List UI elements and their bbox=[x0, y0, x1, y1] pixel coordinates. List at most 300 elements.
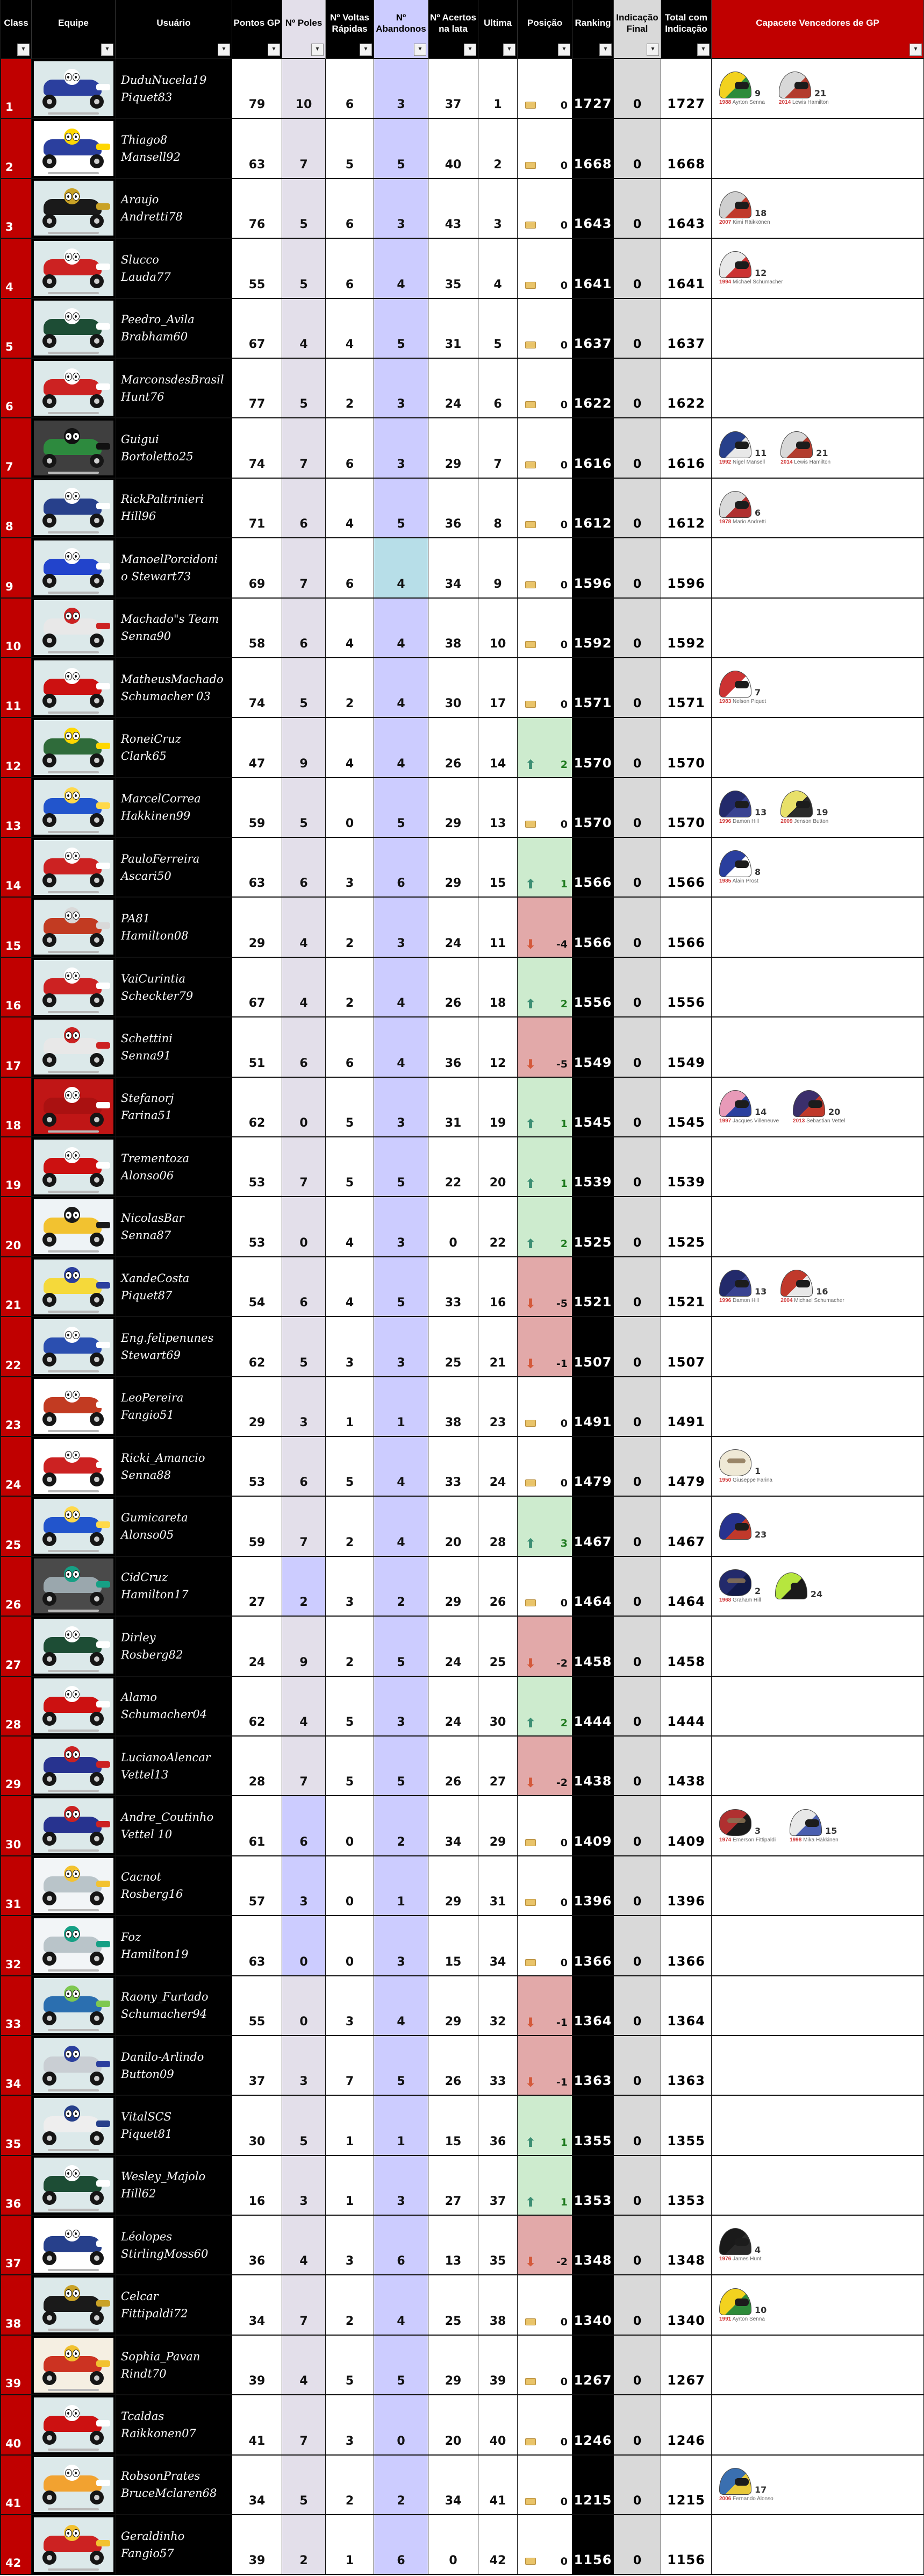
indicacao-final-cell[interactable]: 0 bbox=[614, 2336, 661, 2395]
pontos-gp-cell[interactable]: 47 bbox=[232, 718, 282, 778]
username-cell[interactable] bbox=[116, 2456, 232, 2515]
ranking-cell[interactable]: 1566 bbox=[572, 838, 614, 898]
filter-button-posicao[interactable]: ▼ bbox=[558, 44, 570, 56]
ultima-cell[interactable]: 20 bbox=[478, 1137, 518, 1197]
total-com-indicacao-cell[interactable]: 1353 bbox=[661, 2156, 712, 2216]
voltas-rapidas-cell[interactable]: 5 bbox=[326, 1737, 374, 1796]
posicao-cell[interactable] bbox=[518, 958, 572, 1017]
acertos-cell[interactable]: 35 bbox=[428, 239, 478, 298]
abandonos-cell[interactable]: 0 bbox=[374, 2395, 428, 2455]
pontos-gp-cell[interactable]: 67 bbox=[232, 958, 282, 1017]
ranking-cell[interactable]: 1643 bbox=[572, 179, 614, 239]
username-cell[interactable] bbox=[116, 2156, 232, 2216]
ultima-cell[interactable]: 31 bbox=[478, 1856, 518, 1916]
rank-cell[interactable] bbox=[1, 1856, 32, 1916]
username-cell[interactable] bbox=[116, 1856, 232, 1916]
rank-cell[interactable] bbox=[1, 2395, 32, 2455]
acertos-cell[interactable]: 29 bbox=[428, 1976, 478, 2036]
total-com-indicacao-cell[interactable]: 1571 bbox=[661, 658, 712, 718]
filter-button-pontos[interactable]: ▼ bbox=[268, 44, 280, 56]
indicacao-final-cell[interactable]: 0 bbox=[614, 2036, 661, 2096]
username-cell[interactable] bbox=[116, 1137, 232, 1197]
total-com-indicacao-cell[interactable]: 1246 bbox=[661, 2395, 712, 2455]
indicacao-final-cell[interactable]: 0 bbox=[614, 179, 661, 239]
total-com-indicacao-cell[interactable]: 1340 bbox=[661, 2275, 712, 2335]
helmet-winners-cell[interactable] bbox=[712, 359, 924, 418]
helmet-winners-cell[interactable] bbox=[712, 1557, 924, 1617]
poles-cell[interactable]: 0 bbox=[282, 1976, 326, 2036]
ultima-cell[interactable]: 6 bbox=[478, 359, 518, 418]
abandonos-cell[interactable]: 4 bbox=[374, 718, 428, 778]
team-cell[interactable] bbox=[32, 119, 116, 179]
total-com-indicacao-cell[interactable]: 1364 bbox=[661, 1976, 712, 2036]
rank-cell[interactable] bbox=[1, 778, 32, 838]
acertos-cell[interactable]: 29 bbox=[428, 1557, 478, 1617]
posicao-cell[interactable] bbox=[518, 1677, 572, 1737]
posicao-cell[interactable] bbox=[518, 898, 572, 957]
helmet-winners-cell[interactable] bbox=[712, 239, 924, 298]
helmet-winners-cell[interactable] bbox=[712, 2515, 924, 2575]
posicao-cell[interactable] bbox=[518, 718, 572, 778]
indicacao-final-cell[interactable]: 0 bbox=[614, 599, 661, 658]
voltas-rapidas-cell[interactable]: 5 bbox=[326, 1677, 374, 1737]
team-cell[interactable] bbox=[32, 1737, 116, 1796]
ranking-cell[interactable]: 1570 bbox=[572, 718, 614, 778]
ranking-cell[interactable]: 1353 bbox=[572, 2156, 614, 2216]
acertos-cell[interactable]: 20 bbox=[428, 1497, 478, 1556]
ranking-cell[interactable]: 1444 bbox=[572, 1677, 614, 1737]
total-com-indicacao-cell[interactable]: 1458 bbox=[661, 1617, 712, 1676]
ranking-cell[interactable]: 1366 bbox=[572, 1916, 614, 1976]
pontos-gp-cell[interactable]: 29 bbox=[232, 1377, 282, 1437]
username-cell[interactable] bbox=[116, 1916, 232, 1976]
abandonos-cell[interactable]: 3 bbox=[374, 898, 428, 957]
poles-cell[interactable]: 6 bbox=[282, 1257, 326, 1317]
rank-cell[interactable] bbox=[1, 1976, 32, 2036]
posicao-cell[interactable] bbox=[518, 1497, 572, 1556]
team-cell[interactable] bbox=[32, 2156, 116, 2216]
total-com-indicacao-cell[interactable]: 1549 bbox=[661, 1017, 712, 1077]
team-cell[interactable] bbox=[32, 1856, 116, 1916]
pontos-gp-cell[interactable]: 53 bbox=[232, 1137, 282, 1197]
ranking-cell[interactable]: 1464 bbox=[572, 1557, 614, 1617]
rank-cell[interactable] bbox=[1, 2156, 32, 2216]
helmet-winners-cell[interactable] bbox=[712, 1796, 924, 1856]
rank-cell[interactable] bbox=[1, 418, 32, 478]
abandonos-cell[interactable]: 5 bbox=[374, 1737, 428, 1796]
indicacao-final-cell[interactable]: 0 bbox=[614, 2096, 661, 2155]
rank-cell[interactable] bbox=[1, 1677, 32, 1737]
username-cell[interactable] bbox=[116, 1737, 232, 1796]
rank-cell[interactable] bbox=[1, 2096, 32, 2155]
poles-cell[interactable]: 7 bbox=[282, 2275, 326, 2335]
poles-cell[interactable]: 4 bbox=[282, 2216, 326, 2275]
username-cell[interactable] bbox=[116, 1617, 232, 1676]
team-cell[interactable] bbox=[32, 1197, 116, 1257]
total-com-indicacao-cell[interactable]: 1570 bbox=[661, 718, 712, 778]
total-com-indicacao-cell[interactable]: 1566 bbox=[661, 838, 712, 898]
team-cell[interactable] bbox=[32, 1437, 116, 1497]
total-com-indicacao-cell[interactable]: 1570 bbox=[661, 778, 712, 838]
indicacao-final-cell[interactable]: 0 bbox=[614, 2156, 661, 2216]
team-cell[interactable] bbox=[32, 418, 116, 478]
voltas-rapidas-cell[interactable]: 2 bbox=[326, 958, 374, 1017]
pontos-gp-cell[interactable]: 63 bbox=[232, 1916, 282, 1976]
username-cell[interactable] bbox=[116, 1796, 232, 1856]
filter-button-indicacao[interactable]: ▼ bbox=[647, 44, 659, 56]
total-com-indicacao-cell[interactable]: 1612 bbox=[661, 479, 712, 538]
voltas-rapidas-cell[interactable]: 1 bbox=[326, 2096, 374, 2155]
username-cell[interactable] bbox=[116, 2096, 232, 2155]
rank-cell[interactable] bbox=[1, 1916, 32, 1976]
ultima-cell[interactable]: 1 bbox=[478, 59, 518, 119]
acertos-cell[interactable]: 30 bbox=[428, 658, 478, 718]
posicao-cell[interactable] bbox=[518, 2216, 572, 2275]
rank-cell[interactable] bbox=[1, 2456, 32, 2515]
rank-cell[interactable] bbox=[1, 1737, 32, 1796]
posicao-cell[interactable] bbox=[518, 1557, 572, 1617]
voltas-rapidas-cell[interactable]: 7 bbox=[326, 2036, 374, 2096]
pontos-gp-cell[interactable]: 34 bbox=[232, 2456, 282, 2515]
acertos-cell[interactable]: 25 bbox=[428, 2275, 478, 2335]
posicao-cell[interactable] bbox=[518, 1856, 572, 1916]
acertos-cell[interactable]: 20 bbox=[428, 2395, 478, 2455]
team-cell[interactable] bbox=[32, 658, 116, 718]
ranking-cell[interactable]: 1549 bbox=[572, 1017, 614, 1077]
abandonos-cell[interactable]: 5 bbox=[374, 119, 428, 179]
helmet-winners-cell[interactable] bbox=[712, 2156, 924, 2216]
acertos-cell[interactable]: 26 bbox=[428, 958, 478, 1017]
rank-cell[interactable] bbox=[1, 898, 32, 957]
total-com-indicacao-cell[interactable]: 1637 bbox=[661, 299, 712, 359]
abandonos-cell[interactable]: 3 bbox=[374, 1197, 428, 1257]
rank-cell[interactable] bbox=[1, 1497, 32, 1556]
rank-cell[interactable] bbox=[1, 239, 32, 298]
poles-cell[interactable]: 6 bbox=[282, 838, 326, 898]
pontos-gp-cell[interactable]: 61 bbox=[232, 1796, 282, 1856]
username-cell[interactable] bbox=[116, 2216, 232, 2275]
rank-cell[interactable] bbox=[1, 1617, 32, 1676]
poles-cell[interactable]: 5 bbox=[282, 778, 326, 838]
posicao-cell[interactable] bbox=[518, 1976, 572, 2036]
ranking-cell[interactable]: 1156 bbox=[572, 2515, 614, 2575]
rank-cell[interactable] bbox=[1, 1137, 32, 1197]
helmet-winners-cell[interactable] bbox=[712, 59, 924, 119]
ranking-cell[interactable]: 1539 bbox=[572, 1137, 614, 1197]
indicacao-final-cell[interactable]: 0 bbox=[614, 1677, 661, 1737]
username-cell[interactable] bbox=[116, 1078, 232, 1137]
total-com-indicacao-cell[interactable]: 1491 bbox=[661, 1377, 712, 1437]
indicacao-final-cell[interactable]: 0 bbox=[614, 119, 661, 179]
indicacao-final-cell[interactable]: 0 bbox=[614, 239, 661, 298]
filter-button-capacete[interactable]: ▼ bbox=[909, 44, 922, 56]
posicao-cell[interactable] bbox=[518, 2156, 572, 2216]
indicacao-final-cell[interactable]: 0 bbox=[614, 838, 661, 898]
ultima-cell[interactable]: 4 bbox=[478, 239, 518, 298]
total-com-indicacao-cell[interactable]: 1156 bbox=[661, 2515, 712, 2575]
total-com-indicacao-cell[interactable]: 1438 bbox=[661, 1737, 712, 1796]
ranking-cell[interactable]: 1363 bbox=[572, 2036, 614, 2096]
voltas-rapidas-cell[interactable]: 0 bbox=[326, 1916, 374, 1976]
ultima-cell[interactable]: 21 bbox=[478, 1317, 518, 1377]
username-cell[interactable] bbox=[116, 599, 232, 658]
acertos-cell[interactable]: 26 bbox=[428, 2036, 478, 2096]
ultima-cell[interactable]: 13 bbox=[478, 778, 518, 838]
total-com-indicacao-cell[interactable]: 1556 bbox=[661, 958, 712, 1017]
ultima-cell[interactable]: 3 bbox=[478, 179, 518, 239]
poles-cell[interactable]: 6 bbox=[282, 599, 326, 658]
ultima-cell[interactable]: 5 bbox=[478, 299, 518, 359]
team-cell[interactable] bbox=[32, 2395, 116, 2455]
username-cell[interactable] bbox=[116, 898, 232, 957]
pontos-gp-cell[interactable]: 55 bbox=[232, 239, 282, 298]
voltas-rapidas-cell[interactable]: 6 bbox=[326, 179, 374, 239]
abandonos-cell[interactable]: 4 bbox=[374, 1017, 428, 1077]
poles-cell[interactable]: 5 bbox=[282, 2456, 326, 2515]
voltas-rapidas-cell[interactable]: 4 bbox=[326, 479, 374, 538]
pontos-gp-cell[interactable]: 27 bbox=[232, 1557, 282, 1617]
username-cell[interactable] bbox=[116, 778, 232, 838]
team-cell[interactable] bbox=[32, 1078, 116, 1137]
helmet-winners-cell[interactable] bbox=[712, 2456, 924, 2515]
voltas-rapidas-cell[interactable]: 1 bbox=[326, 2515, 374, 2575]
voltas-rapidas-cell[interactable]: 2 bbox=[326, 2456, 374, 2515]
voltas-rapidas-cell[interactable]: 2 bbox=[326, 2275, 374, 2335]
acertos-cell[interactable]: 29 bbox=[428, 418, 478, 478]
pontos-gp-cell[interactable]: 58 bbox=[232, 599, 282, 658]
ultima-cell[interactable]: 29 bbox=[478, 1796, 518, 1856]
ranking-cell[interactable]: 1566 bbox=[572, 898, 614, 957]
rank-cell[interactable] bbox=[1, 2515, 32, 2575]
voltas-rapidas-cell[interactable]: 5 bbox=[326, 1437, 374, 1497]
team-cell[interactable] bbox=[32, 1796, 116, 1856]
pontos-gp-cell[interactable]: 24 bbox=[232, 1617, 282, 1676]
ranking-cell[interactable]: 1348 bbox=[572, 2216, 614, 2275]
helmet-winners-cell[interactable] bbox=[712, 1677, 924, 1737]
voltas-rapidas-cell[interactable]: 5 bbox=[326, 1078, 374, 1137]
indicacao-final-cell[interactable]: 0 bbox=[614, 479, 661, 538]
acertos-cell[interactable]: 38 bbox=[428, 599, 478, 658]
team-cell[interactable] bbox=[32, 1677, 116, 1737]
voltas-rapidas-cell[interactable]: 3 bbox=[326, 1557, 374, 1617]
helmet-winners-cell[interactable] bbox=[712, 2395, 924, 2455]
abandonos-cell[interactable]: 1 bbox=[374, 2096, 428, 2155]
abandonos-cell[interactable]: 3 bbox=[374, 2156, 428, 2216]
ultima-cell[interactable]: 16 bbox=[478, 1257, 518, 1317]
posicao-cell[interactable] bbox=[518, 1916, 572, 1976]
helmet-winners-cell[interactable] bbox=[712, 2036, 924, 2096]
indicacao-final-cell[interactable]: 0 bbox=[614, 59, 661, 119]
helmet-winners-cell[interactable] bbox=[712, 1257, 924, 1317]
helmet-winners-cell[interactable] bbox=[712, 718, 924, 778]
ultima-cell[interactable]: 8 bbox=[478, 479, 518, 538]
ranking-cell[interactable]: 1592 bbox=[572, 599, 614, 658]
abandonos-cell[interactable]: 6 bbox=[374, 2216, 428, 2275]
abandonos-cell[interactable]: 3 bbox=[374, 1078, 428, 1137]
team-cell[interactable] bbox=[32, 1257, 116, 1317]
rank-cell[interactable] bbox=[1, 179, 32, 239]
acertos-cell[interactable]: 34 bbox=[428, 2456, 478, 2515]
team-cell[interactable] bbox=[32, 2515, 116, 2575]
pontos-gp-cell[interactable]: 59 bbox=[232, 778, 282, 838]
ranking-cell[interactable]: 1622 bbox=[572, 359, 614, 418]
team-cell[interactable] bbox=[32, 958, 116, 1017]
total-com-indicacao-cell[interactable]: 1521 bbox=[661, 1257, 712, 1317]
voltas-rapidas-cell[interactable]: 2 bbox=[326, 898, 374, 957]
rank-cell[interactable] bbox=[1, 1197, 32, 1257]
filter-button-equipe[interactable]: ▼ bbox=[101, 44, 113, 56]
ranking-cell[interactable]: 1668 bbox=[572, 119, 614, 179]
abandonos-cell[interactable]: 3 bbox=[374, 1677, 428, 1737]
ultima-cell[interactable]: 32 bbox=[478, 1976, 518, 2036]
ultima-cell[interactable]: 2 bbox=[478, 119, 518, 179]
rank-cell[interactable] bbox=[1, 59, 32, 119]
pontos-gp-cell[interactable]: 62 bbox=[232, 1317, 282, 1377]
username-cell[interactable] bbox=[116, 2395, 232, 2455]
ranking-cell[interactable]: 1215 bbox=[572, 2456, 614, 2515]
indicacao-final-cell[interactable]: 0 bbox=[614, 299, 661, 359]
team-cell[interactable] bbox=[32, 1916, 116, 1976]
rank-cell[interactable] bbox=[1, 538, 32, 598]
rank-cell[interactable] bbox=[1, 1557, 32, 1617]
username-cell[interactable] bbox=[116, 1377, 232, 1437]
acertos-cell[interactable]: 27 bbox=[428, 2156, 478, 2216]
rank-cell[interactable] bbox=[1, 1257, 32, 1317]
helmet-winners-cell[interactable] bbox=[712, 2275, 924, 2335]
helmet-winners-cell[interactable] bbox=[712, 1017, 924, 1077]
ranking-cell[interactable]: 1727 bbox=[572, 59, 614, 119]
username-cell[interactable] bbox=[116, 59, 232, 119]
ranking-cell[interactable]: 1396 bbox=[572, 1856, 614, 1916]
posicao-cell[interactable] bbox=[518, 479, 572, 538]
ultima-cell[interactable]: 36 bbox=[478, 2096, 518, 2155]
total-com-indicacao-cell[interactable]: 1727 bbox=[661, 59, 712, 119]
ultima-cell[interactable]: 23 bbox=[478, 1377, 518, 1437]
acertos-cell[interactable]: 34 bbox=[428, 538, 478, 598]
total-com-indicacao-cell[interactable]: 1215 bbox=[661, 2456, 712, 2515]
team-cell[interactable] bbox=[32, 179, 116, 239]
poles-cell[interactable]: 7 bbox=[282, 1137, 326, 1197]
ultima-cell[interactable]: 28 bbox=[478, 1497, 518, 1556]
rank-cell[interactable] bbox=[1, 1796, 32, 1856]
posicao-cell[interactable] bbox=[518, 778, 572, 838]
abandonos-cell[interactable]: 5 bbox=[374, 1617, 428, 1676]
filter-button-total[interactable]: ▼ bbox=[697, 44, 710, 56]
team-cell[interactable] bbox=[32, 239, 116, 298]
helmet-winners-cell[interactable] bbox=[712, 1078, 924, 1137]
username-cell[interactable] bbox=[116, 1257, 232, 1317]
posicao-cell[interactable] bbox=[518, 359, 572, 418]
voltas-rapidas-cell[interactable]: 0 bbox=[326, 778, 374, 838]
rank-cell[interactable] bbox=[1, 718, 32, 778]
rank-cell[interactable] bbox=[1, 1377, 32, 1437]
ranking-cell[interactable]: 1570 bbox=[572, 778, 614, 838]
abandonos-cell[interactable]: 3 bbox=[374, 1317, 428, 1377]
username-cell[interactable] bbox=[116, 2515, 232, 2575]
team-cell[interactable] bbox=[32, 1557, 116, 1617]
ranking-cell[interactable]: 1364 bbox=[572, 1976, 614, 2036]
poles-cell[interactable]: 5 bbox=[282, 179, 326, 239]
ultima-cell[interactable]: 11 bbox=[478, 898, 518, 957]
poles-cell[interactable]: 7 bbox=[282, 418, 326, 478]
team-cell[interactable] bbox=[32, 1617, 116, 1676]
abandonos-cell[interactable]: 4 bbox=[374, 2275, 428, 2335]
voltas-rapidas-cell[interactable]: 1 bbox=[326, 1377, 374, 1437]
voltas-rapidas-cell[interactable]: 0 bbox=[326, 1856, 374, 1916]
username-cell[interactable] bbox=[116, 1017, 232, 1077]
username-cell[interactable] bbox=[116, 718, 232, 778]
total-com-indicacao-cell[interactable]: 1479 bbox=[661, 1437, 712, 1497]
team-cell[interactable] bbox=[32, 838, 116, 898]
posicao-cell[interactable] bbox=[518, 2515, 572, 2575]
ultima-cell[interactable]: 18 bbox=[478, 958, 518, 1017]
indicacao-final-cell[interactable]: 0 bbox=[614, 778, 661, 838]
total-com-indicacao-cell[interactable]: 1444 bbox=[661, 1677, 712, 1737]
helmet-winners-cell[interactable] bbox=[712, 1137, 924, 1197]
posicao-cell[interactable] bbox=[518, 2456, 572, 2515]
posicao-cell[interactable] bbox=[518, 239, 572, 298]
username-cell[interactable] bbox=[116, 359, 232, 418]
poles-cell[interactable]: 7 bbox=[282, 538, 326, 598]
helmet-winners-cell[interactable] bbox=[712, 2096, 924, 2155]
ranking-cell[interactable]: 1641 bbox=[572, 239, 614, 298]
poles-cell[interactable]: 5 bbox=[282, 239, 326, 298]
indicacao-final-cell[interactable]: 0 bbox=[614, 2515, 661, 2575]
username-cell[interactable] bbox=[116, 418, 232, 478]
abandonos-cell[interactable]: 2 bbox=[374, 1796, 428, 1856]
poles-cell[interactable]: 6 bbox=[282, 1796, 326, 1856]
total-com-indicacao-cell[interactable]: 1467 bbox=[661, 1497, 712, 1556]
ultima-cell[interactable]: 35 bbox=[478, 2216, 518, 2275]
pontos-gp-cell[interactable]: 29 bbox=[232, 898, 282, 957]
username-cell[interactable] bbox=[116, 2036, 232, 2096]
ultima-cell[interactable]: 10 bbox=[478, 599, 518, 658]
pontos-gp-cell[interactable]: 74 bbox=[232, 658, 282, 718]
pontos-gp-cell[interactable]: 69 bbox=[232, 538, 282, 598]
abandonos-cell[interactable]: 5 bbox=[374, 1257, 428, 1317]
abandonos-cell[interactable]: 1 bbox=[374, 1856, 428, 1916]
ultima-cell[interactable]: 17 bbox=[478, 658, 518, 718]
acertos-cell[interactable]: 15 bbox=[428, 1916, 478, 1976]
indicacao-final-cell[interactable]: 0 bbox=[614, 1976, 661, 2036]
ultima-cell[interactable]: 37 bbox=[478, 2156, 518, 2216]
pontos-gp-cell[interactable]: 71 bbox=[232, 479, 282, 538]
ultima-cell[interactable]: 41 bbox=[478, 2456, 518, 2515]
indicacao-final-cell[interactable]: 0 bbox=[614, 1916, 661, 1976]
voltas-rapidas-cell[interactable]: 2 bbox=[326, 658, 374, 718]
rank-cell[interactable] bbox=[1, 359, 32, 418]
posicao-cell[interactable] bbox=[518, 1796, 572, 1856]
posicao-cell[interactable] bbox=[518, 838, 572, 898]
abandonos-cell[interactable]: 5 bbox=[374, 299, 428, 359]
poles-cell[interactable]: 0 bbox=[282, 1916, 326, 1976]
ranking-cell[interactable]: 1355 bbox=[572, 2096, 614, 2155]
acertos-cell[interactable]: 29 bbox=[428, 778, 478, 838]
posicao-cell[interactable] bbox=[518, 1617, 572, 1676]
username-cell[interactable] bbox=[116, 2275, 232, 2335]
team-cell[interactable] bbox=[32, 479, 116, 538]
team-cell[interactable] bbox=[32, 2456, 116, 2515]
abandonos-cell[interactable]: 2 bbox=[374, 2456, 428, 2515]
poles-cell[interactable]: 5 bbox=[282, 658, 326, 718]
abandonos-cell[interactable]: 5 bbox=[374, 1137, 428, 1197]
ranking-cell[interactable]: 1479 bbox=[572, 1437, 614, 1497]
acertos-cell[interactable]: 34 bbox=[428, 1796, 478, 1856]
posicao-cell[interactable] bbox=[518, 1317, 572, 1377]
abandonos-cell[interactable]: 3 bbox=[374, 59, 428, 119]
helmet-winners-cell[interactable] bbox=[712, 1437, 924, 1497]
poles-cell[interactable]: 3 bbox=[282, 1377, 326, 1437]
